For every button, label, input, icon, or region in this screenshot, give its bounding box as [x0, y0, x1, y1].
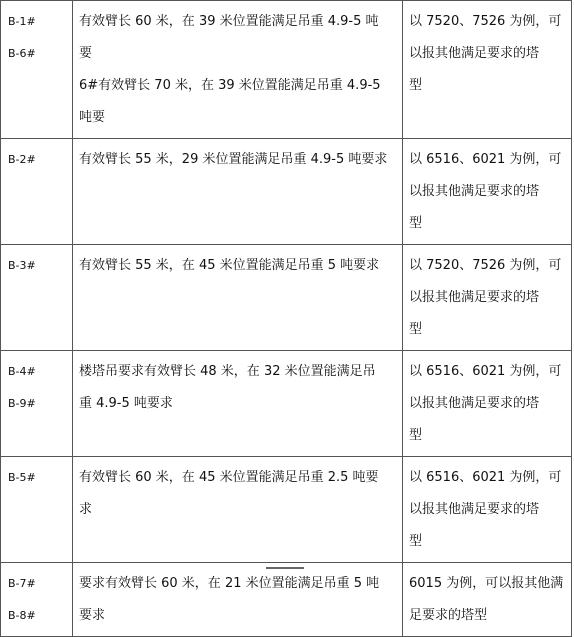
requirement-text: 有效臂长 60 米，在 39 米位置能满足吊重 4.9-5 吨	[79, 14, 379, 29]
requirement-cell	[73, 351, 403, 457]
table-row	[1, 457, 572, 563]
example-text: 以 7520、7526 为例，可	[409, 14, 562, 29]
requirement-text: 要	[79, 46, 93, 61]
requirement-text: 要求	[79, 608, 106, 623]
requirement-text: 楼塔吊要求有效臂长 48 米，在 32 米位置能满足吊	[79, 364, 376, 379]
table-row	[1, 1, 572, 139]
page-bottom-divider	[266, 567, 304, 569]
table-row	[1, 245, 572, 351]
building-code: B-5#	[8, 471, 36, 484]
requirement-cell	[73, 245, 403, 351]
requirement-text: 要求有效臂长 60 米，在 21 米位置能满足吊重 5 吨	[79, 576, 380, 591]
building-code-cell	[1, 1, 73, 139]
building-code: B-6#	[8, 47, 36, 60]
requirement-text: 求	[79, 502, 93, 517]
requirement-cell	[73, 1, 403, 139]
example-text: 型	[409, 428, 423, 443]
example-text: 足要求的塔型	[409, 608, 488, 623]
example-text: 以 6516、6021 为例，可	[409, 364, 562, 379]
table-row	[1, 351, 572, 457]
example-text: 6015 为例，可以报其他满	[409, 576, 564, 591]
example-model-cell	[403, 139, 572, 245]
requirement-text: 有效臂长 55 米，29 米位置能满足吊重 4.9-5 吨要求	[79, 152, 388, 167]
example-model-cell	[403, 457, 572, 563]
requirement-text: 重 4.9-5 吨要求	[79, 396, 173, 411]
building-code-cell	[1, 563, 73, 637]
requirement-text: 有效臂长 60 米，在 45 米位置能满足吊重 2.5 吨要	[79, 470, 379, 485]
requirement-cell	[73, 139, 403, 245]
building-code-cell	[1, 457, 73, 563]
building-code: B-7#	[8, 577, 36, 590]
example-text: 以报其他满足要求的塔	[409, 290, 540, 305]
building-code-cell	[1, 245, 73, 351]
example-text: 型	[409, 216, 423, 231]
example-text: 型	[409, 322, 423, 337]
requirement-text: 有效臂长 55 米，在 45 米位置能满足吊重 5 吨要求	[79, 258, 380, 273]
example-model-cell	[403, 245, 572, 351]
example-text: 以报其他满足要求的塔	[409, 396, 540, 411]
building-code: B-4#	[8, 365, 36, 378]
building-code: B-9#	[8, 397, 36, 410]
example-model-cell	[403, 1, 572, 139]
requirement-cell	[73, 563, 403, 637]
example-text: 型	[409, 78, 423, 93]
building-code: B-2#	[8, 153, 36, 166]
requirement-text: 6#有效臂长 70 米，在 39 米位置能满足吊重 4.9-5	[79, 78, 381, 93]
example-model-cell	[403, 351, 572, 457]
example-text: 型	[409, 534, 423, 549]
example-text: 以报其他满足要求的塔	[409, 502, 540, 517]
building-code: B-1#	[8, 15, 36, 28]
example-text: 以 6516、6021 为例，可	[409, 470, 562, 485]
example-model-cell	[403, 563, 572, 637]
example-text: 以报其他满足要求的塔	[409, 46, 540, 61]
building-code: B-3#	[8, 259, 36, 272]
table-row	[1, 139, 572, 245]
example-text: 以报其他满足要求的塔	[409, 184, 540, 199]
table-row	[1, 563, 572, 637]
requirement-text: 吨要	[79, 110, 106, 125]
example-text: 以 7520、7526 为例，可	[409, 258, 562, 273]
example-text: 以 6516、6021 为例，可	[409, 152, 562, 167]
requirement-cell	[73, 457, 403, 563]
building-code-cell	[1, 351, 73, 457]
building-code-cell	[1, 139, 73, 245]
building-code: B-8#	[8, 609, 36, 622]
